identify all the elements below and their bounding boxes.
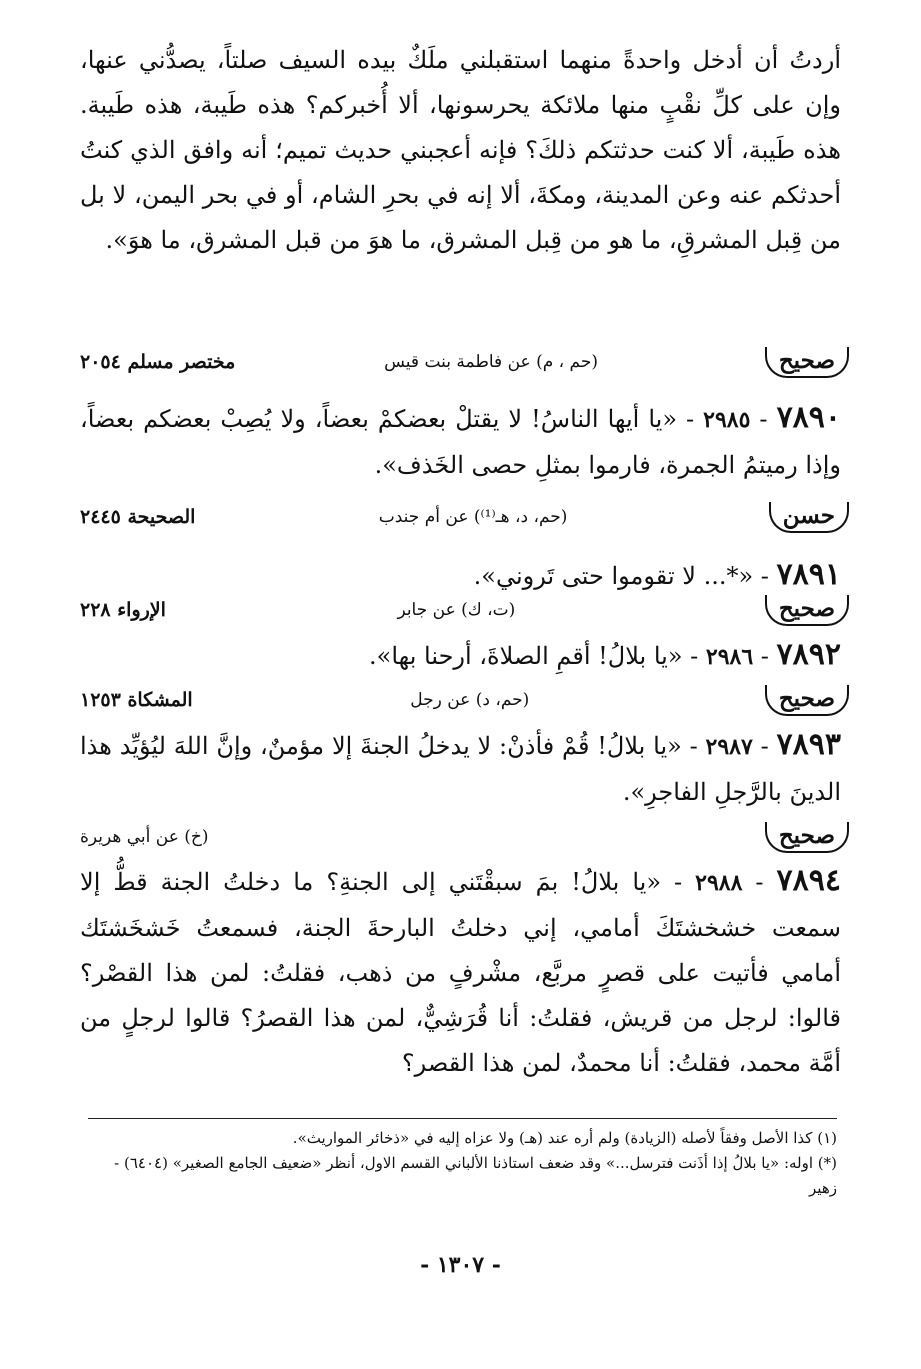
hadith-text: «يا بلالُ! بمَ سبقْتَني إلى الجنةِ؟ ما دخلتُ الجنة قطُّ إلا سمعت خشخشتَكَ أمامي، إني دخلتُ البارحةَ الجنة، فسمعتُ خَشخَشتَك أمامي فأتيت على قصرٍ مربَّع، مشْرفٍ من ذهب، فقلتُ: لمن هذا القصْر؟ قالوا: لرجل من قريش، فقلتُ: أنا قُرَشِيٌّ، لمن هذا القصرُ؟ قالوا لرجلٍ من أمَّة محمد، فقلتُ: أنا محمدٌ، لمن هذا القصر؟ [80, 868, 841, 1077]
hadith-source: (حم ، م) عن فاطمة بنت قيس [384, 352, 598, 372]
hadith-continuation [80, 38, 841, 263]
hadith-reference: الإرواء ٢٢٨ [80, 599, 166, 621]
hadith-reference: الصحيحة ٢٤٤٥ [80, 506, 196, 528]
hadith-text: «*... لا تقوموا حتى تَروني». [473, 562, 754, 590]
grade-line [80, 590, 849, 630]
hadith-source: (خ) عن أبي هريرة [80, 827, 209, 847]
grade-line [80, 680, 849, 720]
hadith-alt-number: ٢٩٨٥ [703, 407, 751, 433]
grade-line [80, 497, 849, 537]
hadith-continuation-text: أردتُ أن أدخل واحدةً منهما استقبلني ملَكٌ بيده السيف صلتاً، يصدُّني عنها، وإن على كلِّ نقْبٍ منها ملائكة يحرسونها، ألا أُخبركم؟ هذه طَيبة، هذه طَيبة. هذه طَيبة، ألا كنت حدثتكم ذلكَ؟ فإنه أعجبني حديث تميم؛ أنه وافق الذي كنتُ أحدثكم عنه وعن المدينة، ومكةَ، ألا إنه في بحرِ الشام، أو في بحر اليمن، لا بل من قِبل المشرقِ، ما هو من قِبل المشرق، ما هوَ من قبل المشرق، ما هوَ». [80, 46, 841, 254]
hadith-alt-number: ٢٩٨٦ [705, 644, 754, 670]
hadith-text: «يا بلالُ! أقمِ الصلاةَ، أرحنا بها». [369, 642, 683, 670]
grade-badge: صحيح [765, 347, 849, 378]
hadith-entry: ٧٨٩٢ - ٢٩٨٦ - «يا بلالُ! أقمِ الصلاةَ، أرحنا بها». [369, 637, 841, 672]
hadith-number: ٧٨٩٣ [776, 727, 841, 762]
footnote-divider [88, 1118, 837, 1119]
footnote: (*) اوله: «يا بلالُ إذا أذَنت فترسل...» وقد ضعف استاذنا الألباني القسم الاول، أنظر «ضعيف الجامع الصغير» (٦٤٠٤) - زهير [114, 1154, 837, 1197]
hadith-source: (ت، ك) عن جابر [397, 600, 516, 620]
hadith-entry: ٧٨٩١ - «*... لا تقوموا حتى تَروني». [473, 557, 841, 592]
hadith-number: ٧٨٩١ [776, 557, 841, 592]
hadith-text: «يا بلالُ! قُمْ فأذنْ: لا يدخلُ الجنةَ إلا مؤمنٌ، وإنَّ اللهَ ليُؤيِّد هذا الدينَ بالرَّجلِ الفاجرِ». [80, 732, 841, 806]
footnotes [84, 1126, 837, 1201]
hadith-number: ٧٨٩٢ [776, 637, 841, 672]
hadith-entry: ٧٨٩٣ - ٢٩٨٧ - «يا بلالُ! قُمْ فأذنْ: لا يدخلُ الجنةَ إلا مؤمنٌ، وإنَّ اللهَ ليُؤيِّد هذا الدينَ بالرَّجلِ الفاجرِ». [80, 727, 841, 806]
hadith-text: «يا أيها الناسُ! لا يقتلْ بعضكمْ بعضاً، ولا يُصِبْ بعضكم بعضاً، وإذا رميتمُ الجمرة، فارموا بمثلِ حصى الخَذف». [80, 405, 841, 479]
hadith-number: ٧٨٩٤ [776, 863, 841, 898]
hadith-alt-number: ٢٩٨٧ [705, 734, 753, 760]
hadith-entry: ٧٨٩٤ - ٢٩٨٨ - «يا بلالُ! بمَ سبقْتَني إلى الجنةِ؟ ما دخلتُ الجنة قطُّ إلا سمعت خشخشتَكَ أمامي، إني دخلتُ البارحةَ الجنة، فسمعتُ خَشخَشتَك أمامي فأتيت على قصرٍ مربَّع، مشْرفٍ من ذهب، فقلتُ: لمن هذا القصْر؟ قالوا: لرجل من قريش، فقلتُ: أنا قُرَشِيٌّ، لمن هذا القصرُ؟ قالوا لرجلٍ من أمَّة محمد، فقلتُ: أنا محمدٌ، لمن هذا القصر؟ [80, 863, 841, 1077]
grade-badge: حسن [769, 502, 849, 533]
hadith-reference: المشكاة ١٢٥٣ [80, 689, 193, 711]
grade-badge: صحيح [765, 685, 849, 716]
hadith-entry: ٧٨٩٠ - ٢٩٨٥ - «يا أيها الناسُ! لا يقتلْ بعضكمْ بعضاً، ولا يُصِبْ بعضكم بعضاً، وإذا رميتمُ الجمرة، فارموا بمثلِ حصى الخَذف». [80, 400, 842, 479]
page-number: - ١٣٠٧ - [420, 1252, 501, 1278]
footnote: (١) كذا الأصل وفقاً لأصله (الزيادة) ولم أره عند (هـ) ولا عزاه إليه في «ذخائر المواريث». [292, 1129, 837, 1147]
hadith-source: (حم، د، هـ⁽¹⁾) عن أم جندب [378, 507, 568, 527]
grade-badge: صحيح [765, 595, 849, 626]
hadith-source: (حم، د) عن رجل [410, 690, 530, 710]
hadith-reference: مختصر مسلم ٢٠٥٤ [80, 351, 236, 373]
grade-badge: صحيح [765, 822, 849, 853]
grade-line [80, 342, 849, 382]
grade-line [80, 817, 849, 857]
hadith-number: ٧٨٩٠ [776, 400, 842, 435]
hadith-alt-number: ٢٩٨٨ [695, 870, 743, 896]
